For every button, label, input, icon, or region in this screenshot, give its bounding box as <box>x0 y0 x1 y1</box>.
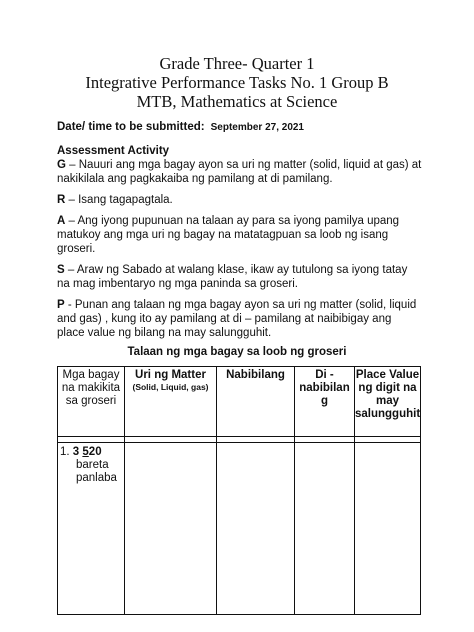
item-quantity <box>73 446 102 458</box>
assessment-item-a <box>57 214 422 256</box>
submission-date <box>57 121 304 133</box>
header-place-value: Place Value ng digit na may salungguhit <box>355 367 421 437</box>
header-matter-main: Uri ng Matter <box>135 369 206 381</box>
assessment-heading: Assessment Activity <box>57 145 170 157</box>
item-text: – Isang tagapagtala. <box>65 194 173 206</box>
table-title: Talaan ng mga bagay sa loob ng groseri <box>127 346 347 358</box>
table-row <box>58 443 421 615</box>
table-header-row <box>58 367 421 437</box>
place-value-cell[interactable] <box>355 443 421 615</box>
quantity-part: 20 <box>88 446 102 458</box>
item-letter: R <box>57 194 66 206</box>
header-subject-line: MTB, Mathematics at Science <box>136 92 338 111</box>
assessment-section <box>57 144 422 347</box>
header-matter-type <box>125 367 217 437</box>
item-letter: A <box>57 215 66 227</box>
uncountable-cell[interactable] <box>295 443 355 615</box>
header-items: Mga bagay na makikita sa groseri <box>58 367 125 437</box>
item-text: - Punan ang talaan ng mga bagay ayon sa uri ng matter (solid, liquid and gas) , kung ito ay pamilang at di – pamilang at naibibigay ang place value ng bilang na may salungguhit. <box>57 299 417 339</box>
quantity-underlined-digit: 5 <box>82 446 89 458</box>
matter-type-cell[interactable] <box>125 443 217 615</box>
quantity-part: 3 <box>72 446 83 458</box>
assessment-item-s <box>57 263 422 291</box>
assessment-item-g <box>57 158 422 186</box>
header-grade-line: Grade Three- Quarter 1 <box>159 54 315 73</box>
item-description-line: bareta <box>76 459 109 471</box>
assessment-item-p <box>57 298 422 340</box>
item-cell <box>58 443 125 615</box>
item-letter: S <box>57 264 65 276</box>
grocery-items-table <box>57 366 421 615</box>
item-text: – Ang iyong pupunuan na talaan ay para sa iyong pamilya upang matukoy ang mga uri ng bagay na matatagpuan sa loob ng isang groseri. <box>57 215 400 255</box>
item-letter: P <box>57 299 65 311</box>
document-header <box>0 54 474 111</box>
item-number: 1. <box>60 446 70 458</box>
assessment-item-r <box>57 193 422 207</box>
item-text: – Nauuri ang mga bagay ayon sa uri ng matter (solid, liquid at gas) at nakikilala ang pagkakaiba ng pamilang at di pamilang. <box>57 159 422 185</box>
item-text: – Araw ng Sabado at walang klase, ikaw ay tutulong sa iyong tatay na mag imbentaryo ng mga paninda sa groseri. <box>57 264 408 290</box>
header-matter-sub: (Solid, Liquid, gas) <box>132 382 209 392</box>
submission-value: September 27, 2021 <box>210 122 304 133</box>
item-letter: G <box>57 159 66 171</box>
item-description-line: panlaba <box>76 472 117 484</box>
header-countable: Nabibilang <box>217 367 295 437</box>
countable-cell[interactable] <box>217 443 295 615</box>
header-uncountable: Di - nabibilan g <box>295 367 355 437</box>
header-task-line: Integrative Performance Tasks No. 1 Group B <box>85 73 389 92</box>
submission-label: Date/ time to be submitted: <box>57 121 205 133</box>
